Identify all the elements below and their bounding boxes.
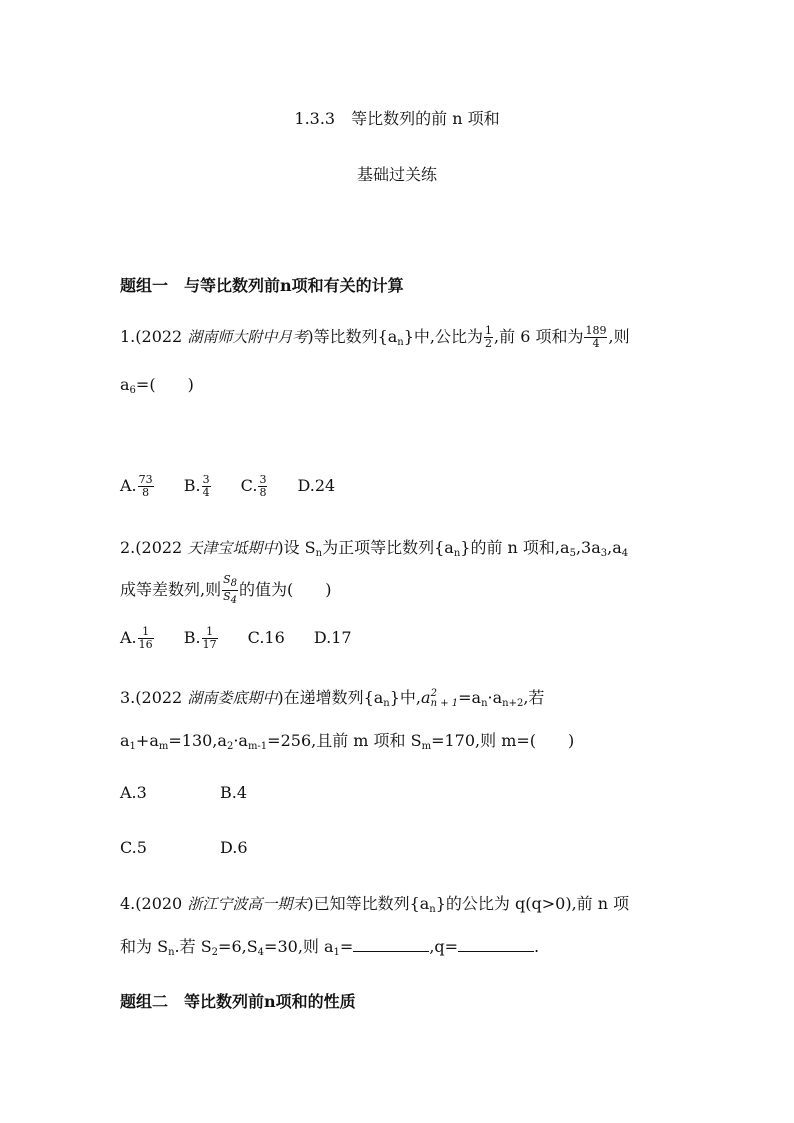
q3-text-1: )在递增数列{a <box>277 688 384 707</box>
q4-l2-3: =6,S <box>218 937 258 956</box>
question-2-line-2 <box>120 574 332 607</box>
q3-text-2: }中, <box>389 688 422 707</box>
q3-option-b: B.4 <box>220 783 248 802</box>
q3-sub-m1: m-1 <box>247 741 268 752</box>
q4-sub-1: 1 <box>333 947 340 958</box>
q2-sub-n-2: n <box>453 548 461 559</box>
q1-text-1: )等比数列{a <box>307 327 398 346</box>
q2-option-c: C.16 <box>247 628 285 647</box>
question-1-line-2 <box>120 372 194 396</box>
q2-sub-3: 3 <box>600 548 608 559</box>
q2-frac-den-sub: 4 <box>230 595 238 606</box>
q2-option-a-label: A. <box>120 628 137 647</box>
question-3-line-1 <box>120 685 544 709</box>
q3-text-6: ,若 <box>523 688 545 707</box>
q1-sum-den: 4 <box>592 337 600 350</box>
q1-sub-n: n <box>397 337 404 348</box>
q1-option-b <box>184 474 212 499</box>
q1-prefix: 1.(2022 <box>120 327 188 346</box>
q1-option-a-den: 8 <box>142 486 150 499</box>
q4-answer-blank-a1[interactable] <box>353 937 429 952</box>
q2-frac-num-s: S <box>223 573 231 586</box>
q1-ratio-den: 2 <box>485 337 493 350</box>
q3-source: 湖南娄底期中 <box>187 689 278 707</box>
section-subtitle: 基础过关练 <box>356 165 437 184</box>
q3-sub-sup <box>431 689 459 709</box>
q2-sub-5: 5 <box>569 548 576 559</box>
q4-answer-blank-q[interactable] <box>458 937 534 952</box>
q4-sub-4: 4 <box>257 947 265 958</box>
q4-sub-n-2: n <box>168 947 175 958</box>
q3-prefix: 3.(2022 <box>120 688 188 707</box>
q2-line-2a: 成等差数列,则 <box>120 580 222 599</box>
q1-option-b-den: 4 <box>202 486 210 499</box>
q2-option-b-den: 17 <box>202 638 217 651</box>
q3-a-italic: a <box>421 688 431 707</box>
q1-option-c <box>241 474 269 499</box>
q4-l2-2: .若 S <box>174 937 212 956</box>
q2-option-b-num: 1 <box>202 626 218 639</box>
q4-sub-n-1: n <box>429 904 436 915</box>
q4-l2-6: ,q= <box>429 937 459 956</box>
q2-text-2: 为正项等比数列{a <box>322 538 454 557</box>
q3-text-4: =a <box>458 688 482 707</box>
question-1-line-1 <box>120 324 630 350</box>
question-3-line-2 <box>120 728 574 752</box>
q3-sub-n2: n+2 <box>502 698 524 709</box>
q1-option-d: D.24 <box>297 476 336 495</box>
q4-prefix: 4.(2020 <box>120 894 188 913</box>
q4-text-2: }的公比为 q(q>0),前 n 项 <box>435 894 630 913</box>
q1-option-c-label: C. <box>240 476 258 495</box>
q3-sub-2: 2 <box>226 741 234 752</box>
q2-sub-4: 4 <box>621 548 629 559</box>
q2-text-1: )设 S <box>277 538 316 557</box>
q4-text-1: )已知等比数列{a <box>307 894 430 913</box>
question-2-options <box>120 626 376 651</box>
question-4-line-1 <box>120 891 629 915</box>
q4-sub-2: 2 <box>211 947 219 958</box>
q3-option-c: C.5 <box>120 838 147 857</box>
q1-source: 湖南师大附中月考 <box>187 328 308 346</box>
q1-option-c-fraction <box>258 474 267 499</box>
q2-text-5: ,a <box>607 538 622 557</box>
q1-option-b-label: B. <box>183 476 201 495</box>
q3-sub-m-1: m <box>158 741 169 752</box>
q2-option-a <box>120 626 155 651</box>
q2-option-b <box>184 626 219 651</box>
q3-option-a: A.3 <box>120 783 147 802</box>
q2-option-b-fraction <box>202 626 218 651</box>
q3-sub-1: 1 <box>129 741 136 752</box>
q1-sum-fraction <box>584 325 607 350</box>
question-2-line-1 <box>120 535 628 559</box>
q3-sub-n1: n + 1 <box>430 697 459 709</box>
q1-a: a <box>120 375 130 394</box>
q3-text-5: ·a <box>487 688 503 707</box>
q2-prefix: 2.(2022 <box>120 538 188 557</box>
q1-text-3: ,前 6 项和为 <box>494 327 584 346</box>
q1-ratio-fraction <box>484 325 493 350</box>
q4-l2-1: 和为 S <box>120 937 169 956</box>
q2-s8-over-s4-fraction <box>222 574 238 607</box>
q2-option-a-den: 16 <box>138 638 153 651</box>
q2-option-a-fraction <box>138 626 154 651</box>
q1-sum-num: 189 <box>585 324 607 337</box>
q1-text-2: }中,公比为 <box>403 327 484 346</box>
q2-line-2b: 的值为( ) <box>239 580 332 599</box>
question-4-line-2 <box>120 934 539 958</box>
q3-sub-m-2: m <box>421 741 432 752</box>
q1-option-a <box>120 474 155 499</box>
q3-option-d: D.6 <box>220 838 248 857</box>
group-one-heading: 题组一 与等比数列前n项和有关的计算 <box>120 276 404 295</box>
q1-paren: =( ) <box>135 375 194 394</box>
q1-option-c-den: 8 <box>259 486 267 499</box>
question-1-options <box>120 474 359 499</box>
q4-source: 浙江宁波高一期末 <box>187 895 308 913</box>
q2-text-4: ,3a <box>575 538 601 557</box>
q3-sub-n-1: n <box>383 698 390 709</box>
q1-sub-6: 6 <box>129 385 136 396</box>
q4-l2-7: . <box>534 937 540 956</box>
q1-ratio-num: 1 <box>485 324 493 337</box>
q2-option-b-label: B. <box>183 628 201 647</box>
q1-option-c-num: 3 <box>259 473 267 486</box>
q4-l2-5: = <box>339 937 354 956</box>
q2-text-3: }的前 n 项和,a <box>460 538 570 557</box>
q1-option-a-fraction <box>138 474 154 499</box>
q2-frac-num <box>222 574 238 591</box>
q2-frac-num-sub: 8 <box>230 578 238 589</box>
q3-l2-4: ·a <box>233 731 248 750</box>
q2-option-a-num: 1 <box>138 626 154 639</box>
q3-sup-2: 2 <box>430 687 437 699</box>
q3-l2-5: =256,且前 m 项和 S <box>267 731 422 750</box>
page-title: 1.3.3 等比数列的前 n 项和 <box>294 109 500 128</box>
q3-sub-n-2: n <box>481 698 488 709</box>
q2-sub-n-1: n <box>315 548 323 559</box>
q4-l2-4: =30,则 a <box>264 937 334 956</box>
q3-l2-6: =170,则 m=( ) <box>431 731 575 750</box>
q1-option-a-label: A. <box>120 476 137 495</box>
q1-text-4: ,则 <box>608 327 630 346</box>
group-two-heading: 题组二 等比数列前n项和的性质 <box>120 992 356 1011</box>
q2-option-d: D.17 <box>313 628 352 647</box>
q3-l2-3: =130,a <box>168 731 227 750</box>
q1-option-b-fraction <box>202 474 211 499</box>
q3-l2-2: +a <box>135 731 159 750</box>
q2-frac-den-s: S <box>223 590 231 603</box>
q2-source: 天津宝坻期中 <box>187 539 278 557</box>
q1-option-a-num: 73 <box>138 473 153 486</box>
q1-option-b-num: 3 <box>202 473 210 486</box>
q2-frac-den <box>222 591 238 607</box>
q3-l2-1: a <box>120 731 130 750</box>
